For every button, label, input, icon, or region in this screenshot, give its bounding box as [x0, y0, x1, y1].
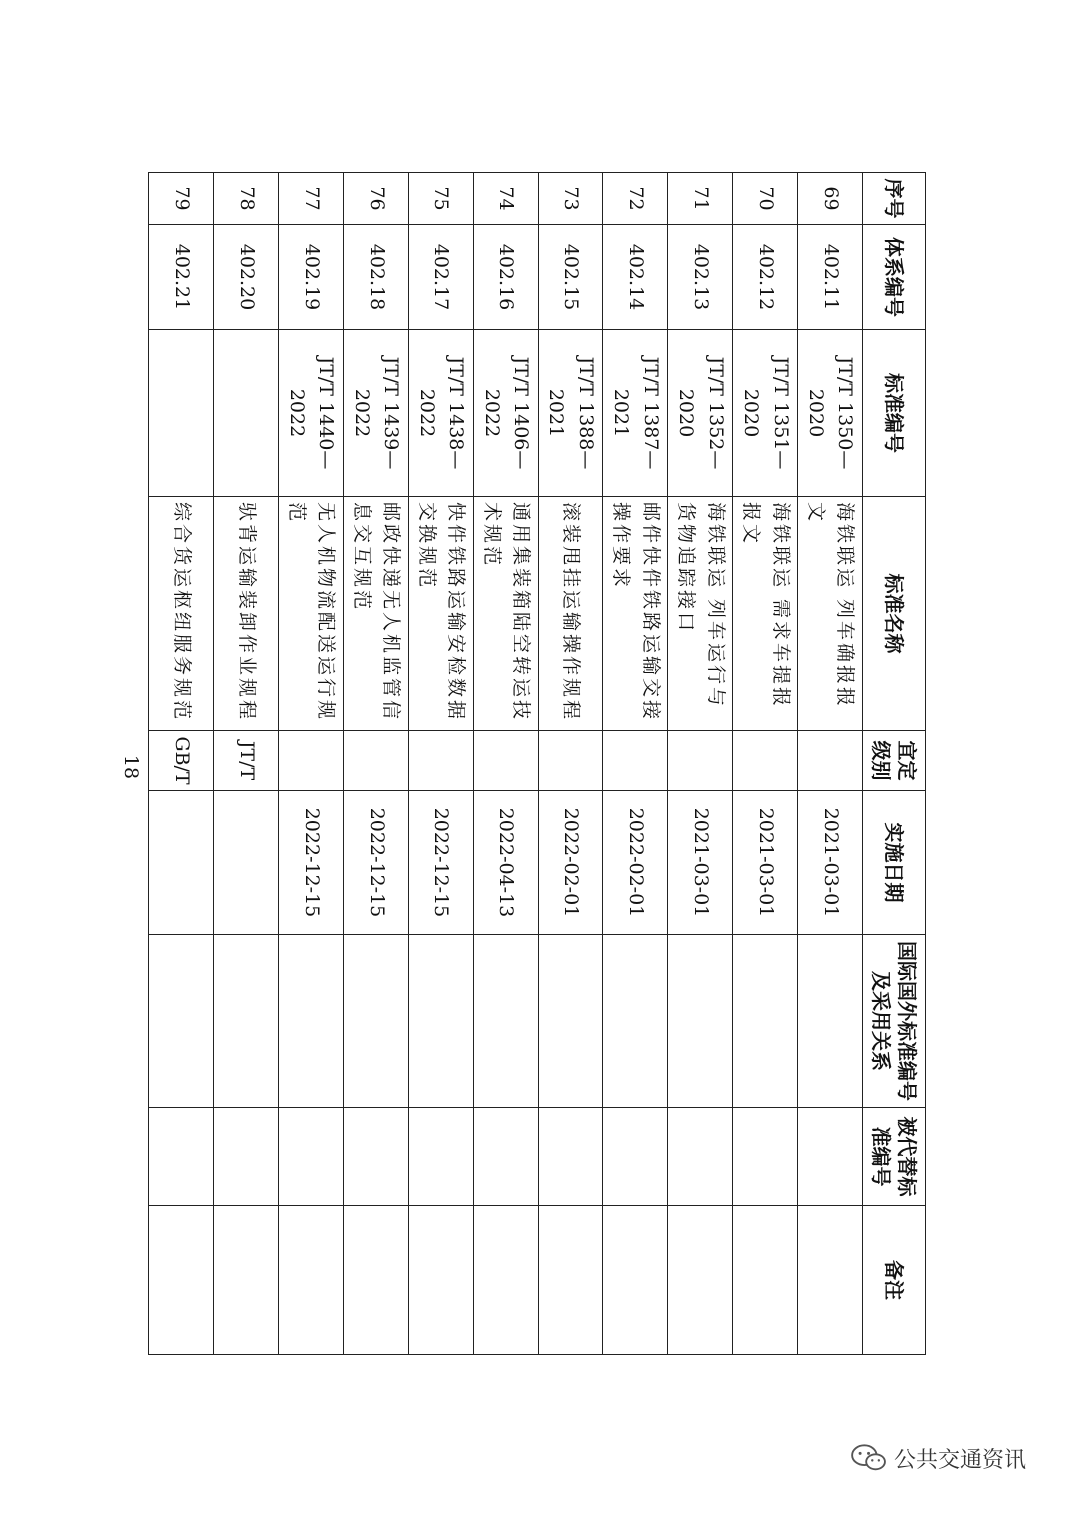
date-cell: 2021-03-01 [798, 791, 863, 935]
date-cell [214, 791, 279, 935]
standard-name-cell: 通用集装箱陆空转运技术规范 [473, 497, 538, 731]
header-cell: 国际国外标准编号及采用关系 [863, 935, 926, 1108]
system-code-cell: 402.14 [603, 225, 668, 330]
date-cell: 2022-12-15 [278, 791, 343, 935]
intl-ref-cell [473, 935, 538, 1108]
standard-name-cell: 海铁联运 列车确报报文 [798, 497, 863, 731]
remark-cell [343, 1206, 408, 1355]
replaced-cell [408, 1108, 473, 1206]
table-row [473, 173, 538, 1355]
table-row [278, 173, 343, 1355]
header-cell: 标准名称 [863, 497, 926, 731]
remark-cell [149, 1206, 214, 1355]
header-cell: 实施日期 [863, 791, 926, 935]
system-code-cell: 402.11 [798, 225, 863, 330]
remark-cell [408, 1206, 473, 1355]
table-row [538, 173, 603, 1355]
level-cell [538, 731, 603, 791]
table-row [408, 173, 473, 1355]
system-code-cell: 402.20 [214, 225, 279, 330]
intl-ref-cell [603, 935, 668, 1108]
level-cell: GB/T [149, 731, 214, 791]
level-cell [408, 731, 473, 791]
table-row [603, 173, 668, 1355]
replaced-cell [343, 1108, 408, 1206]
serial-cell: 71 [668, 173, 733, 225]
standard-code-cell: JT/T 1350—2020 [798, 330, 863, 497]
level-cell [798, 731, 863, 791]
remark-cell [668, 1206, 733, 1355]
standard-code-cell: JT/T 1440—2022 [278, 330, 343, 497]
table-row [798, 173, 863, 1355]
level-cell [473, 731, 538, 791]
intl-ref-cell [278, 935, 343, 1108]
remark-cell [798, 1206, 863, 1355]
system-code-cell: 402.17 [408, 225, 473, 330]
remark-cell [603, 1206, 668, 1355]
standards-table [148, 172, 926, 1355]
level-cell [343, 731, 408, 791]
replaced-cell [149, 1108, 214, 1206]
standard-code-cell: JT/T 1406—2022 [473, 330, 538, 497]
standard-code-cell: JT/T 1439—2022 [343, 330, 408, 497]
header-cell: 体系编号 [863, 225, 926, 330]
intl-ref-cell [798, 935, 863, 1108]
serial-cell: 73 [538, 173, 603, 225]
serial-cell: 79 [149, 173, 214, 225]
standard-name-cell: 驮背运输装卸作业规程 [214, 497, 279, 731]
serial-cell: 76 [343, 173, 408, 225]
intl-ref-cell [343, 935, 408, 1108]
replaced-cell [473, 1108, 538, 1206]
remark-cell [214, 1206, 279, 1355]
system-code-cell: 402.16 [473, 225, 538, 330]
standard-code-cell: JT/T 1352—2020 [668, 330, 733, 497]
serial-cell: 75 [408, 173, 473, 225]
remark-cell [538, 1206, 603, 1355]
header-cell: 备注 [863, 1206, 926, 1355]
table-row [733, 173, 798, 1355]
serial-cell: 69 [798, 173, 863, 225]
standard-name-cell: 海铁联运 需求车提报报文 [733, 497, 798, 731]
table-row [343, 173, 408, 1355]
date-cell: 2021-03-01 [733, 791, 798, 935]
remark-cell [733, 1206, 798, 1355]
replaced-cell [603, 1108, 668, 1206]
level-cell [603, 731, 668, 791]
table-row [214, 173, 279, 1355]
date-cell: 2022-02-01 [538, 791, 603, 935]
replaced-cell [278, 1108, 343, 1206]
date-cell: 2021-03-01 [668, 791, 733, 935]
standard-name-cell: 海铁联运 列车运行与货物追踪接口 [668, 497, 733, 731]
intl-ref-cell [733, 935, 798, 1108]
intl-ref-cell [214, 935, 279, 1108]
header-cell: 序号 [863, 173, 926, 225]
intl-ref-cell [538, 935, 603, 1108]
page-number: 18 [120, 754, 142, 780]
standard-name-cell: 邮政快递无人机监管信息交互规范 [343, 497, 408, 731]
date-cell: 2022-12-15 [408, 791, 473, 935]
replaced-cell [668, 1108, 733, 1206]
date-cell: 2022-02-01 [603, 791, 668, 935]
watermark [850, 1440, 1060, 1476]
header-cell: 标准编号 [863, 330, 926, 497]
table-row [668, 173, 733, 1355]
date-cell: 2022-12-15 [343, 791, 408, 935]
standard-name-cell: 无人机物流配送运行规范 [278, 497, 343, 731]
table-body [149, 173, 863, 1355]
system-code-cell: 402.13 [668, 225, 733, 330]
replaced-cell [798, 1108, 863, 1206]
system-code-cell: 402.12 [733, 225, 798, 330]
standard-code-cell [214, 330, 279, 497]
level-cell: JT/T [214, 731, 279, 791]
serial-cell: 78 [214, 173, 279, 225]
intl-ref-cell [149, 935, 214, 1108]
table-row [149, 173, 214, 1355]
rotated-document [149, 172, 926, 1354]
system-code-cell: 402.19 [278, 225, 343, 330]
system-code-cell: 402.21 [149, 225, 214, 330]
standard-code-cell: JT/T 1351—2020 [733, 330, 798, 497]
remark-cell [473, 1206, 538, 1355]
standard-code-cell: JT/T 1388—2021 [538, 330, 603, 497]
level-cell [733, 731, 798, 791]
header-cell: 被代替标准编号 [863, 1108, 926, 1206]
standard-name-cell: 综合货运枢纽服务规范 [149, 497, 214, 731]
date-cell [149, 791, 214, 935]
replaced-cell [733, 1108, 798, 1206]
date-cell: 2022-04-13 [473, 791, 538, 935]
wechat-icon [850, 1443, 888, 1473]
serial-cell: 77 [278, 173, 343, 225]
standard-name-cell: 邮件快件铁路运输交接操作要求 [603, 497, 668, 731]
remark-cell [278, 1206, 343, 1355]
serial-cell: 70 [733, 173, 798, 225]
replaced-cell [538, 1108, 603, 1206]
replaced-cell [214, 1108, 279, 1206]
level-cell [278, 731, 343, 791]
standard-code-cell [149, 330, 214, 497]
standard-name-cell: 快件铁路运输安检数据交换规范 [408, 497, 473, 731]
header-cell: 宜定级别 [863, 731, 926, 791]
standard-code-cell: JT/T 1438—2022 [408, 330, 473, 497]
system-code-cell: 402.15 [538, 225, 603, 330]
level-cell [668, 731, 733, 791]
watermark-text: 公共交通资讯 [894, 1447, 1027, 1473]
system-code-cell: 402.18 [343, 225, 408, 330]
table-header-row [863, 173, 926, 1355]
serial-cell: 72 [603, 173, 668, 225]
intl-ref-cell [408, 935, 473, 1108]
standard-code-cell: JT/T 1387—2021 [603, 330, 668, 497]
standard-name-cell: 滚装甩挂运输操作规程 [538, 497, 603, 731]
serial-cell: 74 [473, 173, 538, 225]
intl-ref-cell [668, 935, 733, 1108]
